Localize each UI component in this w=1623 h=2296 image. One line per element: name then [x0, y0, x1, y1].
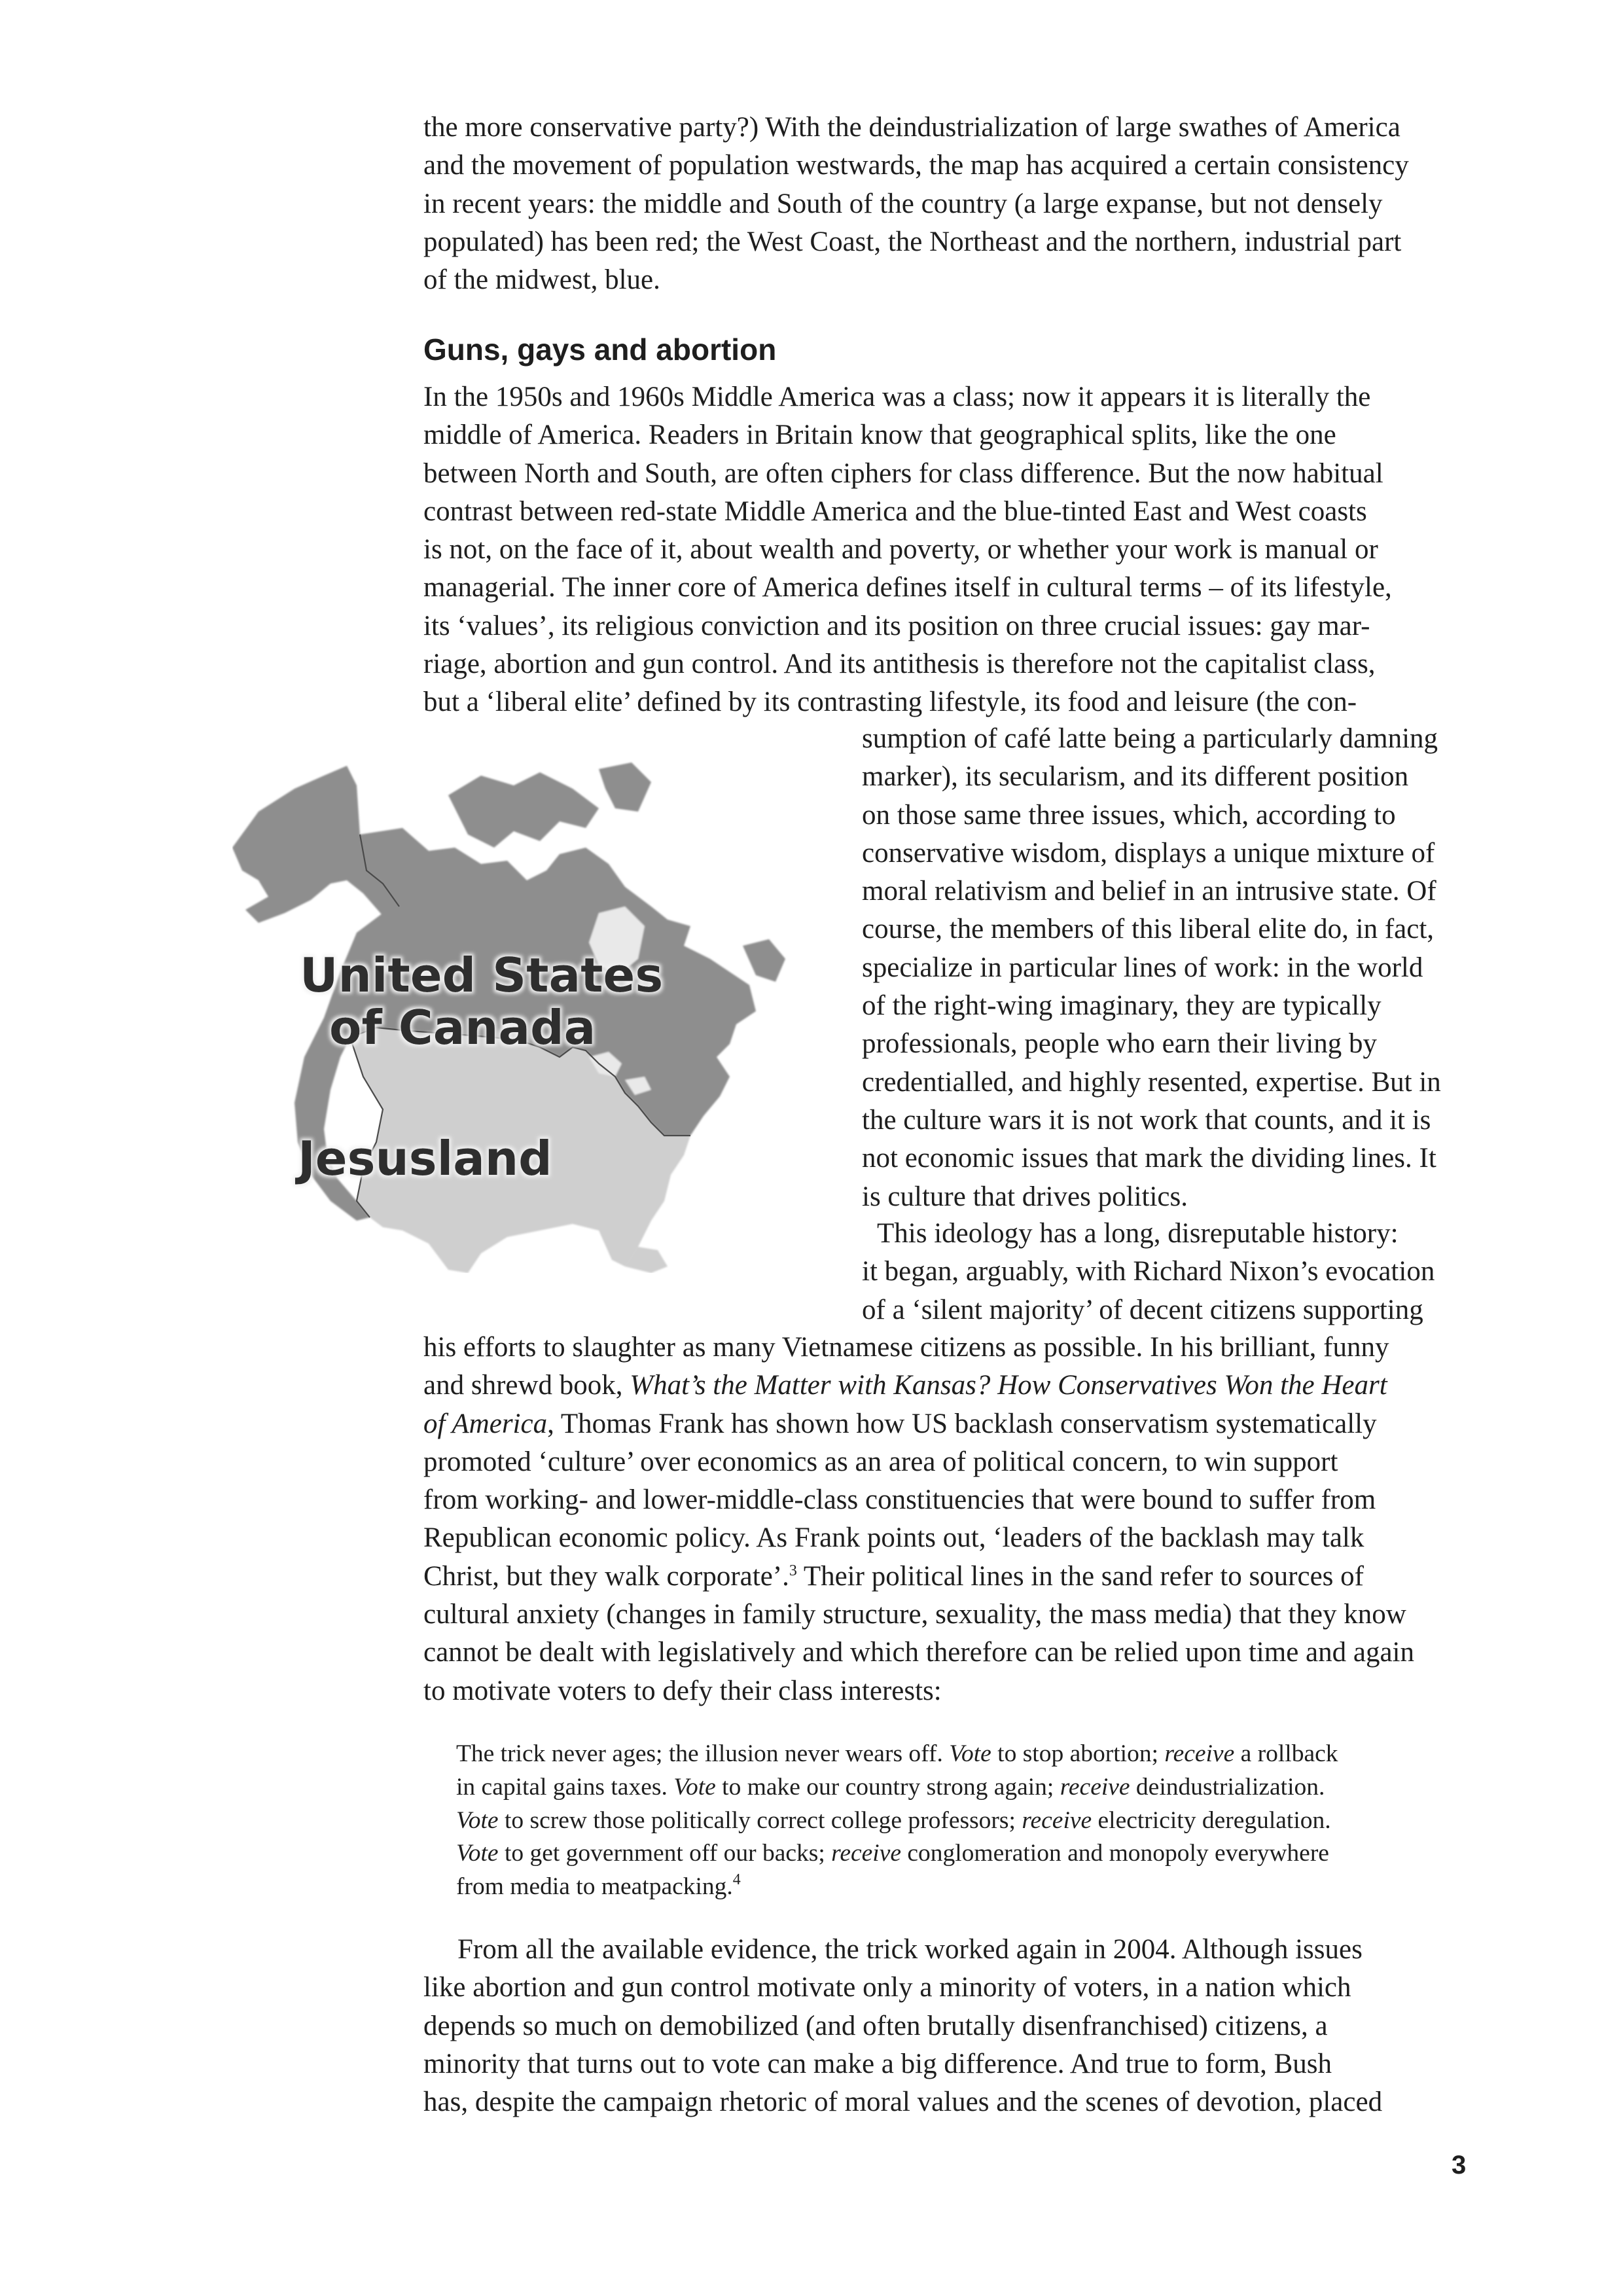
emphasis: Vote: [456, 1840, 499, 1867]
text-run: to get government off our backs;: [498, 1840, 832, 1867]
text-line: From all the available evidence, the trick worked again in 2004. Although issues: [457, 1934, 1363, 1965]
text-run: to make our country strong again;: [715, 1773, 1060, 1801]
text-line: its ‘values’, its religious conviction and its position on three crucial issues: gay mar-: [423, 610, 1370, 641]
emphasis: receive: [831, 1840, 901, 1867]
wrapped-paragraph: [862, 720, 1477, 1216]
text-line: his efforts to slaughter as many Vietnamese citizens as possible. In his brilliant, funny: [423, 1332, 1389, 1363]
text-line: populated) has been red; the West Coast, the Northeast and the northern, industrial part: [423, 226, 1402, 257]
text-line: professionals, people who earn their living by: [862, 1028, 1377, 1060]
emphasis: Vote: [673, 1773, 716, 1801]
text-line: This ideology has a long, disreputable history:: [877, 1218, 1399, 1249]
quote-line: [456, 1738, 1477, 1771]
emphasis: receive: [1164, 1740, 1235, 1767]
text-line: is not, on the face of it, about wealth and poverty, or whether your work is manual or: [423, 534, 1378, 565]
text-run: Their political lines in the sand refer to sources of: [796, 1560, 1364, 1592]
text-line: [423, 1405, 1477, 1443]
book-title: What’s the Matter with Kansas? How Conservatives Won the Heart: [630, 1370, 1387, 1401]
section-heading: Guns, gays and abortion: [423, 332, 777, 367]
text-line: between North and South, are often ciphers for class difference. But the now habitual: [423, 457, 1383, 489]
text-line: and the movement of population westwards, the map has acquired a certain consistency: [423, 150, 1409, 181]
text-line: managerial. The inner core of America defines itself in cultural terms – of its lifestyle,: [423, 572, 1392, 603]
text-run: to screw those politically correct college professors;: [498, 1806, 1022, 1834]
text-line: Republican economic policy. As Frank points out, ‘leaders of the backlash may talk: [423, 1522, 1364, 1554]
quote-line: [456, 1871, 1477, 1904]
intro-paragraph: [423, 109, 1477, 299]
text-line: course, the members of this liberal elite do, in fact,: [862, 914, 1435, 945]
jesusland-map-image: [232, 749, 851, 1273]
section-paragraph: [423, 378, 1477, 722]
emphasis: receive: [1022, 1806, 1092, 1834]
quote-line: [456, 1804, 1477, 1838]
text-line: middle of America. Readers in Britain know that geographical splits, like the one: [423, 420, 1336, 451]
text-line: [423, 1367, 1477, 1405]
text-line: credentialled, and highly resented, expertise. But in: [862, 1066, 1441, 1098]
footnote-marker: 3: [789, 1562, 797, 1579]
text-line: In the 1950s and 1960s Middle America was a class; now it appears it is literally the: [423, 382, 1371, 412]
text-line: [423, 1558, 1477, 1596]
text-line: minority that turns out to vote can make a big difference. And true to form, Bush: [423, 2048, 1332, 2079]
text-line: is culture that drives politics.: [862, 1181, 1188, 1212]
text-line: moral relativism and belief in an intrusive state. Of: [862, 876, 1436, 907]
text-run: The trick never ages; the illusion never wears off.: [456, 1740, 950, 1767]
closing-paragraph: [423, 1931, 1477, 2121]
text-run: to stop abortion;: [991, 1740, 1165, 1767]
text-run: conglomeration and monopoly everywhere: [901, 1840, 1329, 1867]
text-run: Christ, but they walk corporate’.: [423, 1560, 789, 1592]
footnote-marker: 4: [732, 1871, 741, 1889]
text-run: and shrewd book,: [423, 1370, 630, 1401]
map-region-arctic-island-east: [599, 762, 651, 812]
text-run: , Thomas Frank has shown how US backlash conservatism systematically: [547, 1408, 1377, 1439]
map-label-jesusland: Jesusland: [298, 1131, 552, 1186]
text-line: on those same three issues, which, according to: [862, 799, 1396, 831]
text-line: of the right-wing imaginary, they are typically: [862, 990, 1382, 1022]
emphasis: receive: [1060, 1773, 1130, 1801]
text-line: to motivate voters to defy their class interests:: [423, 1675, 942, 1706]
quote-line: [456, 1771, 1477, 1804]
book-title: of America: [423, 1408, 548, 1439]
text-line: in recent years: the middle and South of the country (a large expanse, but not densely: [423, 188, 1383, 219]
map-region-arctic-islands: [448, 772, 599, 848]
text-run: electricity deregulation.: [1092, 1806, 1331, 1834]
text-line: of the midwest, blue.: [423, 264, 660, 296]
text-line: the culture wars it is not work that counts, and it is: [862, 1104, 1431, 1136]
page-number: 3: [1452, 2151, 1467, 2179]
ideology-paragraph-start: [862, 1215, 1477, 1329]
text-line: depends so much on demobilized (and often brutally disenfranchised) citizens, a: [423, 2010, 1328, 2041]
text-line: it began, arguably, with Richard Nixon’s evocation: [862, 1256, 1435, 1287]
text-line: cannot be dealt with legislatively and which therefore can be relied upon time and again: [423, 1637, 1414, 1668]
text-line: but a ‘liberal elite’ defined by its contrasting lifestyle, its food and leisure (the con-: [423, 687, 1357, 718]
text-line: from working- and lower-middle-class constituencies that were bound to suffer from: [423, 1484, 1376, 1516]
ideology-paragraph-continued: [423, 1329, 1477, 1710]
text-line: contrast between red-state Middle America and the blue-tinted East and West coasts: [423, 495, 1367, 527]
map-region-newfoundland: [743, 939, 785, 982]
text-run: a rollback: [1234, 1740, 1338, 1767]
text-run: in capital gains taxes.: [456, 1773, 674, 1801]
text-line: has, despite the campaign rhetoric of moral values and the scenes of devotion, placed: [423, 2087, 1383, 2118]
text-line: riage, abortion and gun control. And its antithesis is therefore not the capitalist class,: [423, 649, 1376, 680]
map-label-united-states: United States: [300, 948, 664, 1003]
map-label-of-canada: of Canada: [329, 1000, 596, 1055]
emphasis: Vote: [949, 1740, 991, 1767]
emphasis: Vote: [456, 1806, 499, 1834]
text-line: of a ‘silent majority’ of decent citizens supporting: [862, 1294, 1423, 1325]
block-quote: [456, 1738, 1477, 1904]
text-line: cultural anxiety (changes in family structure, sexuality, the mass media) that they know: [423, 1599, 1406, 1630]
text-line: not economic issues that mark the dividing lines. It: [862, 1143, 1436, 1174]
text-run: deindustrialization.: [1130, 1773, 1325, 1801]
text-line: sumption of café latte being a particularly damning: [862, 723, 1438, 754]
text-line: promoted ‘culture’ over economics as an area of political concern, to win support: [423, 1446, 1338, 1477]
text-line: conservative wisdom, displays a unique mixture of: [862, 837, 1435, 869]
text-line: like abortion and gun control motivate only a minority of voters, in a nation which: [423, 1972, 1351, 2003]
text-line: the more conservative party?) With the deindustrialization of large swathes of America: [423, 112, 1400, 143]
text-line: specialize in particular lines of work: in the world: [862, 952, 1423, 983]
text-line: marker), its secularism, and its different position: [862, 761, 1409, 793]
quote-line: [456, 1837, 1477, 1871]
text-run: from media to meatpacking.: [456, 1873, 733, 1901]
